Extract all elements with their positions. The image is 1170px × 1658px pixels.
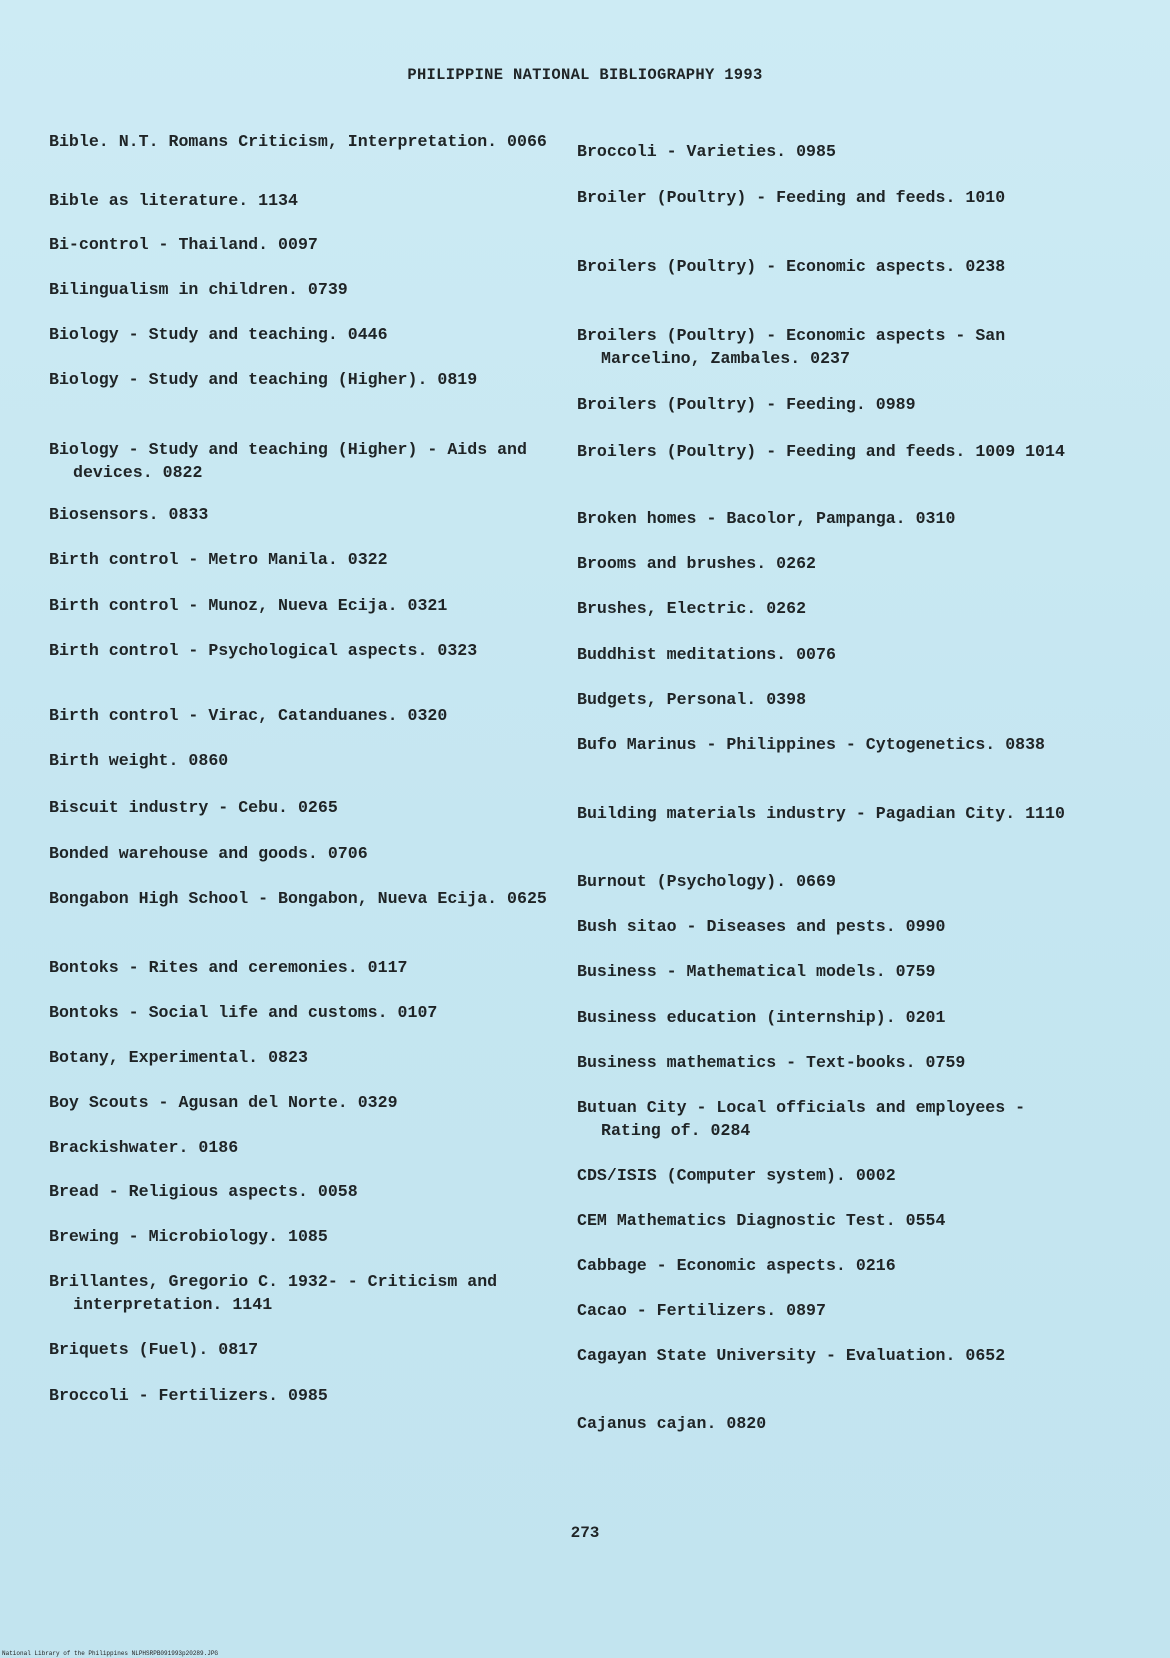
index-entry: Brushes, Electric. 0262 xyxy=(577,599,807,618)
index-entry: Bible as literature. 1134 xyxy=(49,191,298,210)
index-entry: Building materials industry - Pagadian City. 1110 xyxy=(577,804,1065,823)
index-entry: Business education (internship). 0201 xyxy=(577,1008,946,1027)
index-entry: Broilers (Poultry) - Economic aspects - San Marcelino, Zambales. 0237 xyxy=(577,326,1016,368)
index-entry: Broken homes - Bacolor, Pampanga. 0310 xyxy=(577,509,956,528)
index-entry: Budgets, Personal. 0398 xyxy=(577,690,807,709)
index-entry: Birth control - Psychological aspects. 0323 xyxy=(49,641,478,660)
index-entry: Cabbage - Economic aspects. 0216 xyxy=(577,1256,896,1275)
index-entry: Cajanus cajan. 0820 xyxy=(577,1414,767,1433)
index-entry: Biology - Study and teaching (Higher) - Aids and devices. 0822 xyxy=(49,440,537,482)
index-entry: Burnout (Psychology). 0669 xyxy=(577,872,836,891)
index-entry: Broccoli - Varieties. 0985 xyxy=(577,142,836,161)
index-entry: Buddhist meditations. 0076 xyxy=(577,645,836,664)
index-entry: Bontoks - Social life and customs. 0107 xyxy=(49,1003,438,1022)
index-entry: Bi-control - Thailand. 0097 xyxy=(49,235,318,254)
index-entry: Broccoli - Fertilizers. 0985 xyxy=(49,1386,328,1405)
index-entry: Birth weight. 0860 xyxy=(49,751,229,770)
index-entry: Birth control - Metro Manila. 0322 xyxy=(49,550,388,569)
index-entry: Business mathematics - Text-books. 0759 xyxy=(577,1053,966,1072)
index-entry: Botany, Experimental. 0823 xyxy=(49,1048,308,1067)
index-entry: Business - Mathematical models. 0759 xyxy=(577,962,936,981)
page-number: 273 xyxy=(570,1524,600,1542)
index-entry: Biscuit industry - Cebu. 0265 xyxy=(49,798,338,817)
page-title: PHILIPPINE NATIONAL BIBLIOGRAPHY 1993 xyxy=(407,66,763,84)
index-entry: Biology - Study and teaching (Higher). 0819 xyxy=(49,370,478,389)
index-entry: Brewing - Microbiology. 1085 xyxy=(49,1227,328,1246)
index-entry: Broilers (Poultry) - Feeding. 0989 xyxy=(577,395,916,414)
index-entry: Brackishwater. 0186 xyxy=(49,1138,239,1157)
index-entry: Brooms and brushes. 0262 xyxy=(577,554,816,573)
index-entry: Broilers (Poultry) - Feeding and feeds. 1009 1014 xyxy=(577,442,1065,461)
index-entry: Bible. N.T. Romans Criticism, Interpretation. 0066 xyxy=(49,132,547,151)
index-entry: Biosensors. 0833 xyxy=(49,505,209,524)
index-entry: CDS/ISIS (Computer system). 0002 xyxy=(577,1166,896,1185)
index-entry: Bilingualism in children. 0739 xyxy=(49,280,348,299)
index-entry: Birth control - Munoz, Nueva Ecija. 0321 xyxy=(49,596,448,615)
index-entry: Bonded warehouse and goods. 0706 xyxy=(49,844,368,863)
index-entry: Cagayan State University - Evaluation. 0652 xyxy=(577,1346,1006,1365)
index-entry: Bontoks - Rites and ceremonies. 0117 xyxy=(49,958,408,977)
index-entry: Bread - Religious aspects. 0058 xyxy=(49,1182,358,1201)
index-entry: Birth control - Virac, Catanduanes. 0320 xyxy=(49,706,448,725)
index-entry: Broiler (Poultry) - Feeding and feeds. 1010 xyxy=(577,188,1006,207)
index-entry: Bongabon High School - Bongabon, Nueva Ecija. 0625 xyxy=(49,889,547,908)
index-entry: Brillantes, Gregorio C. 1932- - Criticism and interpretation. 1141 xyxy=(49,1272,508,1314)
index-entry: Briquets (Fuel). 0817 xyxy=(49,1340,259,1359)
index-entry: Boy Scouts - Agusan del Norte. 0329 xyxy=(49,1093,398,1112)
index-entry: Cacao - Fertilizers. 0897 xyxy=(577,1301,826,1320)
index-entry: Broilers (Poultry) - Economic aspects. 0238 xyxy=(577,257,1006,276)
index-entry: CEM Mathematics Diagnostic Test. 0554 xyxy=(577,1211,946,1230)
index-entry: Biology - Study and teaching. 0446 xyxy=(49,325,388,344)
index-entry: Butuan City - Local officials and employees - Rating of. 0284 xyxy=(577,1098,1036,1140)
index-entry: Bush sitao - Diseases and pests. 0990 xyxy=(577,917,946,936)
scan-footer: National Library of the Philippines NLPHSRPB091993p20289.JPG xyxy=(2,1650,219,1657)
index-entry: Bufo Marinus - Philippines - Cytogenetics. 0838 xyxy=(577,735,1046,754)
